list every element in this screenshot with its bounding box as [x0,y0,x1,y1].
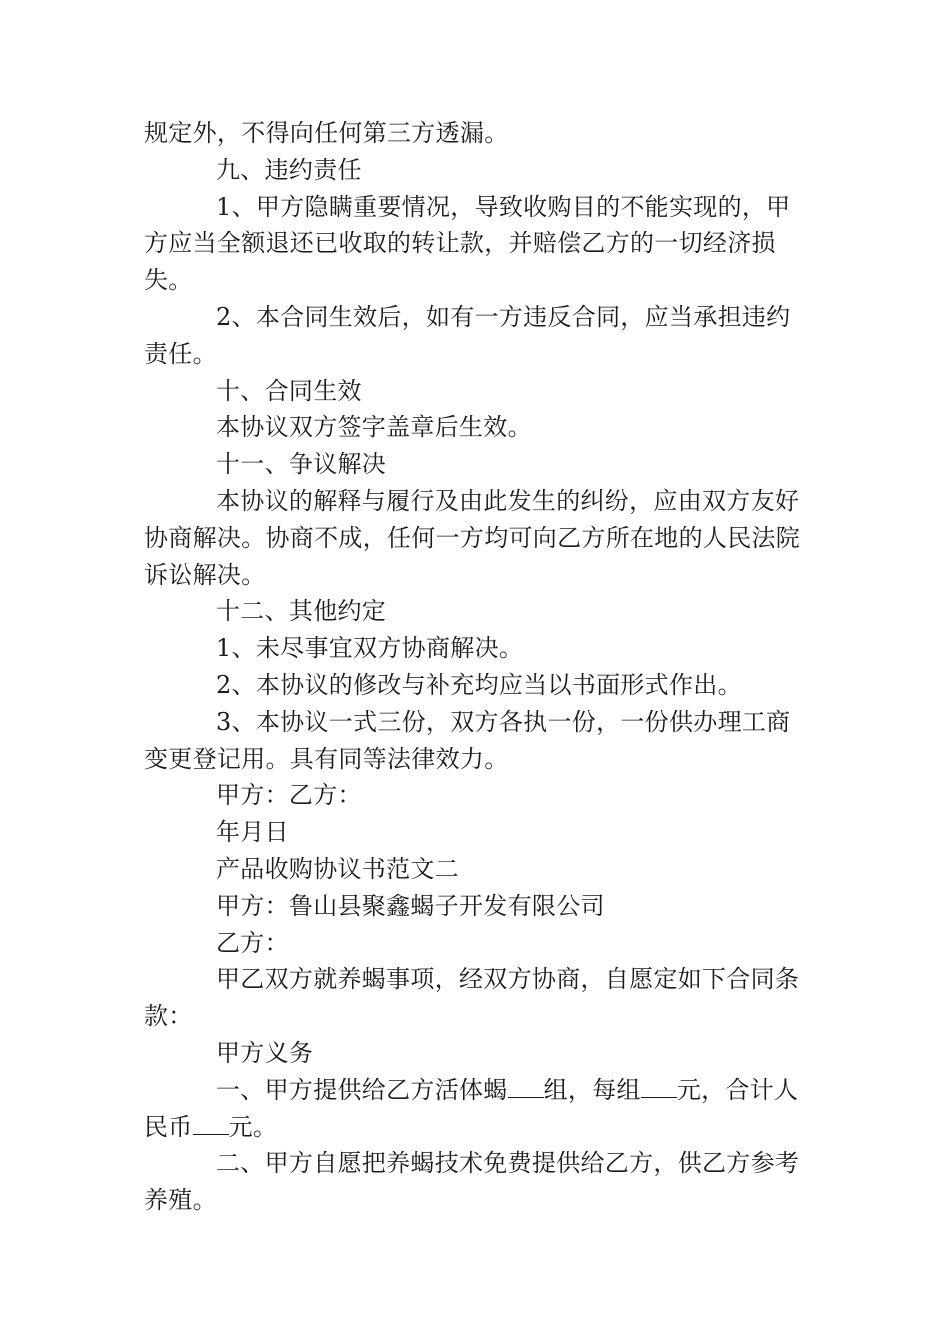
section-heading-dispute: 十一、争议解决 [216,450,387,479]
section-heading-effect: 十、合同生效 [216,376,362,405]
document-subtitle: 产品收购协议书范文二 [216,854,459,883]
paragraph: 2、本协议的修改与补充均应当以书面形式作出。 [216,670,742,699]
paragraph: 1、未尽事宜双方协商解决。 [216,634,524,663]
paragraph: 本协议的解释与履行及由此发生的纠纷，应由双方友好协商解决。协商不成，任何一方均可向乙方所在地的人民法院诉讼解决。 [144,486,801,589]
party-b-line: 乙方： [216,928,289,957]
paragraph: 二、甲方自愿把养蝎技术免费提供给乙方，供乙方参考养殖。 [144,1149,800,1215]
section-heading-other: 十二、其他约定 [216,597,387,626]
text-run: 一、甲方提供给乙方活体蝎 [216,1075,508,1104]
section-heading-breach: 九、违约责任 [216,155,362,184]
blank-field [641,1075,677,1098]
text-run: 组，每组 [543,1075,641,1104]
paragraph: 本协议双方签字盖章后生效。 [216,413,532,442]
blank-field [508,1075,544,1098]
section-heading-obligations: 甲方义务 [216,1038,314,1067]
paragraph: 3、本协议一式三份，双方各执一份，一份供办理工商变更登记用。具有同等法律效力。 [144,707,791,773]
paragraph: 1、甲方隐瞒重要情况，导致收购目的不能实现的，甲方应当全额退还已收取的转让款，并赔偿乙方的一切经济损失。 [144,192,791,295]
text-run: 元。 [228,1112,278,1141]
date-line: 年月日 [216,818,289,847]
signature-line: 甲方：乙方： [216,781,362,810]
document-body [144,115,804,1219]
paragraph: 2、本合同生效后，如有一方违反合同，应当承担违约责任。 [144,302,791,368]
party-a-line: 甲方：鲁山县聚鑫蝎子开发有限公司 [216,891,605,920]
text-run: 元，合计人民币 [144,1075,799,1141]
paragraph-with-blanks [144,1072,804,1146]
paragraph: 甲乙双方就养蝎事项，经双方协商，自愿定如下合同条款： [144,965,800,1031]
blank-field [193,1112,229,1135]
paragraph: 规定外，不得向任何第三方透漏。 [144,119,509,147]
